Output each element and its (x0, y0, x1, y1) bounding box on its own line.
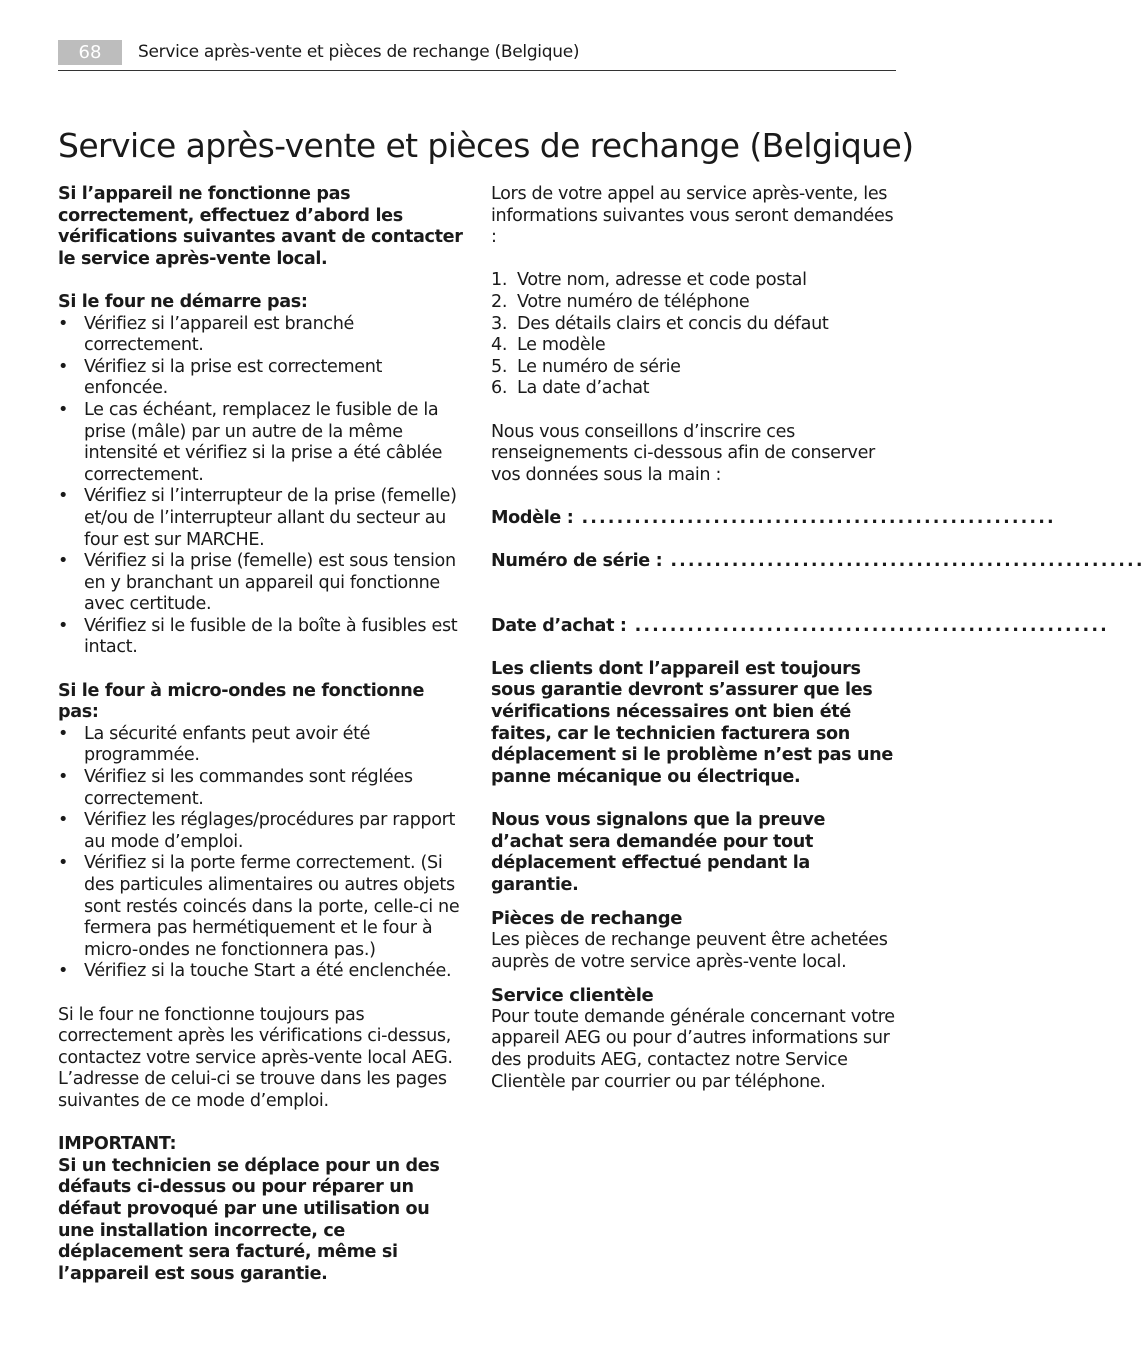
list-item: • Vérifiez si la porte ferme correctement. (Si des particules alimentaires ou autres objets sont restés coincés dans la porte, celle-ci ne fermera pas hermétiquement et le four à micro-ondes ne fonctionnera pas.) (58, 853, 468, 961)
page-header (58, 40, 896, 71)
list-item: • Vérifiez si l’appareil est branché correctement. (58, 314, 468, 357)
list-item: • Vérifiez si la prise est correctement enfoncée. (58, 357, 468, 400)
list-item: • La sécurité enfants peut avoir été programmée. (58, 724, 468, 767)
model-field (491, 507, 1056, 530)
model-label: Modèle : (491, 507, 574, 528)
microwave-heading: Si le four à micro-ondes ne fonctionne pas: (58, 680, 425, 723)
list-item: • Vérifiez si l’interrupteur de la prise (femelle) et/ou de l’interrupteur allant du secteur au four est sur MARCHE. (58, 486, 468, 551)
customer-service-text: Pour toute demande générale concernant votre appareil AEG ou pour d’autres informations sur des produits AEG, contactez notre Service Clientèle par courrier ou par téléphone. (491, 1006, 895, 1092)
right-column (491, 184, 1145, 1093)
still-failing-text: Si le four ne fonctionne toujours pas correctement après les vérifications ci-dessus, contactez votre service après-vente local AEG. L’adresse de celui-ci se trouve dans les pages suivantes de ce mode d’emploi. (58, 1004, 453, 1111)
list-item: • Le cas échéant, remplacez le fusible de la prise (mâle) par un autre de la même intensité et vérifiez si la prise a été câblée correctement. (58, 400, 468, 486)
proof-note: Nous vous signalons que la preuve d’achat sera demandée pour tout déplacement effectué pendant la garantie. (491, 810, 826, 895)
purchase-date-field (491, 615, 1109, 638)
call-info-list (491, 270, 897, 400)
list-item: 6. La date d’achat (491, 378, 650, 399)
call-intro: Lors de votre appel au service après-vente, les informations suivantes vous seront demandées : (491, 184, 894, 248)
intro-text: Si l’appareil ne fonctionne pas correctement, effectuez d’abord les vérifications suivantes avant de contacter le service après-vente local. (58, 184, 463, 269)
list-item: • Vérifiez les réglages/procédures par rapport au mode d’emploi. (58, 810, 468, 853)
serial-label: Numéro de série : (491, 551, 663, 572)
microwave-checklist (58, 724, 468, 983)
purchase-date-label: Date d’achat : (491, 615, 627, 636)
spare-parts-text: Les pièces de rechange peuvent être achetées auprès de votre service après-vente local. (491, 930, 888, 972)
list-item: 4. Le modèle (491, 335, 606, 356)
left-column (58, 184, 468, 1285)
list-item: 2. Votre numéro de téléphone (491, 291, 750, 312)
list-item: 1. Votre nom, adresse et code postal (491, 270, 807, 291)
list-item: 5. Le numéro de série (491, 356, 681, 377)
page-number: 68 (58, 40, 122, 65)
running-title: Service après-vente et pièces de rechange (Belgique) (138, 42, 580, 62)
serial-field (491, 551, 1145, 573)
oven-heading: Si le four ne démarre pas: (58, 291, 308, 312)
customer-service-heading: Service clientèle (491, 985, 654, 1007)
list-item: • Vérifiez si la touche Start a été enclenchée. (58, 961, 468, 983)
model-dots: ...................................................... (581, 507, 1056, 528)
warranty-note: Les clients dont l’appareil est toujours sous garantie devront s’assurer que les vérifications nécessaires ont bien été faites, car le technicien facturera son déplacement si le problème n’est pas une panne mécanique ou électrique. (491, 658, 893, 787)
page-title: Service après-vente et pièces de rechange (Belgique) (58, 126, 914, 165)
important-label: IMPORTANT: (58, 1134, 177, 1155)
advice-text: Nous vous conseillons d’inscrire ces renseignements ci-dessous afin de conserver vos données sous la main : (491, 421, 875, 485)
oven-checklist (58, 314, 468, 660)
serial-dots: ...................................................... (670, 551, 1145, 572)
spare-parts-heading: Pièces de rechange (491, 908, 683, 930)
list-item: • Vérifiez si les commandes sont réglées correctement. (58, 767, 468, 810)
list-item: • Vérifiez si la prise (femelle) est sous tension en y branchant un appareil qui fonctionne avec certitude. (58, 551, 468, 616)
list-item: 3. Des détails clairs et concis du défaut (491, 313, 829, 334)
purchase-date-dots: ...................................................... (634, 615, 1109, 636)
list-item: • Vérifiez si le fusible de la boîte à fusibles est intact. (58, 616, 468, 659)
important-text: Si un technicien se déplace pour un des défauts ci-dessus ou pour réparer un défaut provoqué par une utilisation ou une installation incorrecte, ce déplacement sera facturé, même si l’appareil est sous garantie. (58, 1155, 440, 1284)
